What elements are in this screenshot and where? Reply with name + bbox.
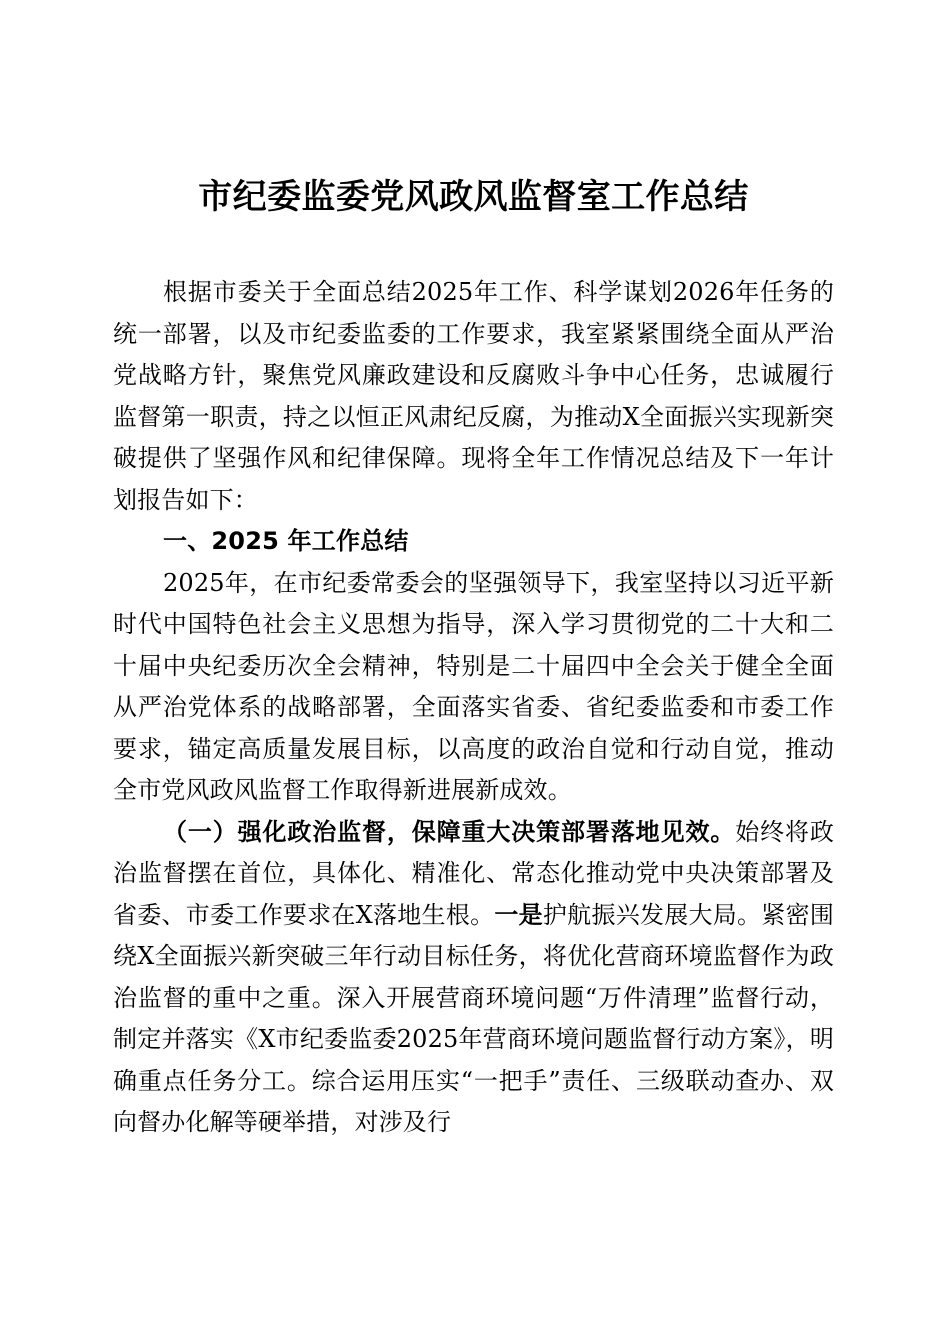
paragraph-section-1-overview: 2025年，在市纪委常委会的坚强领导下，我室坚持以习近平新时代中国特色社会主义思想为指导，深入学习贯彻党的二十大和二十届中央纪委历次全会精神，特别是二十届四中全会关于健全全面从严治党体系的战略部署，全面落实省委、省纪委监委和市委工作要求，锚定高质量发展目标，以高度的政治自觉和行动自觉，推动全市党风政风监督工作取得新进展新成效。 bbox=[113, 568, 834, 804]
paragraph-subsection-1 bbox=[113, 812, 834, 1144]
subsection-text-1: 始终将政治监督摆在首位，具体化、精准化、常态化推动党中央决策部署及省委、市委工作要求在X落地生根。 bbox=[113, 817, 834, 929]
subsection-text-2: 护航振兴发展大局。紧密围绕X全面振兴新突破三年行动目标任务，将优化营商环境监督作为政治监督的重中之重。深入开展营商环境问题“万件清理”监督行动，制定并落实《X市纪委监委2025年营商环境问题监督行动方案》，明确重点任务分工。综合运用压实“一把手”责任、三级联动查办、双向督办化解等硬举措，对涉及行 bbox=[113, 900, 834, 1136]
subsection-bold-lead: （一）强化政治监督，保障重大决策部署落地见效。 bbox=[163, 817, 736, 846]
paragraph-intro: 根据市委关于全面总结2025年工作、科学谋划2026年任务的统一部署，以及市纪委监委的工作要求，我室紧紧围绕全面从严治党战略方针，聚焦党风廉政建设和反腐败斗争中心任务，忠诚履行监督第一职责，持之以恒正风肃纪反腐，为推动X全面振兴实现新突破提供了坚强作风和纪律保障。现将全年工作情况总结及下一年计划报告如下： bbox=[113, 278, 834, 514]
document-body bbox=[113, 272, 834, 1144]
page-title: 市纪委监委党风政风监督室工作总结 bbox=[198, 177, 749, 217]
section-heading-1: 一、2025 年工作总结 bbox=[163, 527, 409, 555]
subsection-bold-inline-first: 一是 bbox=[494, 900, 543, 929]
